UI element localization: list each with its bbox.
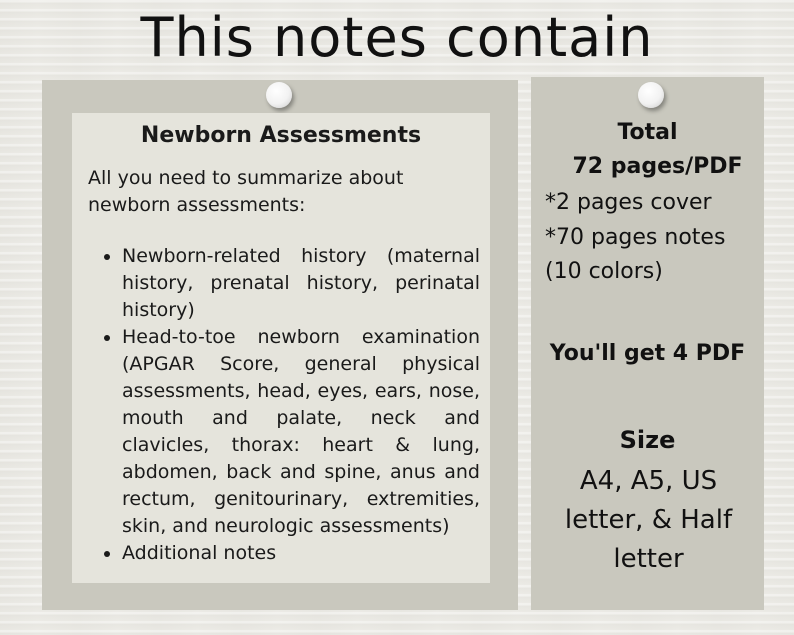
push-pin-icon <box>638 82 664 108</box>
assessments-card <box>72 113 490 583</box>
size-label: Size <box>619 426 676 454</box>
color-count: (10 colors) <box>545 259 663 284</box>
page-title: This notes contain <box>140 6 654 69</box>
pages-count: 72 pages/PDF <box>572 154 743 179</box>
list-item: • Newborn-related history (maternal history, prenatal history, perinatal history) <box>122 243 480 324</box>
push-pin-icon <box>266 82 292 108</box>
notes-pages: *70 pages notes <box>545 225 726 250</box>
total-label: Total <box>617 120 678 145</box>
list-item: • Head-to-toe newborn examination (APGAR Score, general physical assessments, head, eyes, ears, nose, mouth and palate, neck and clavicles, thorax: heart & lung, abdomen, back and spine, anus and rectum, genitourinary, extremities, skin, and neurologic assessments) <box>122 324 480 540</box>
list-item: • Additional notes <box>122 540 480 567</box>
cover-pages: *2 pages cover <box>545 190 712 215</box>
card-title: Newborn Assessments <box>140 123 422 148</box>
size-values: A4, A5, US letter, & Half letter <box>564 466 733 574</box>
content-list <box>88 243 480 567</box>
pdf-count: You'll get 4 PDF <box>549 341 746 366</box>
card-intro: All you need to summarize about newborn assessments: <box>88 167 404 216</box>
